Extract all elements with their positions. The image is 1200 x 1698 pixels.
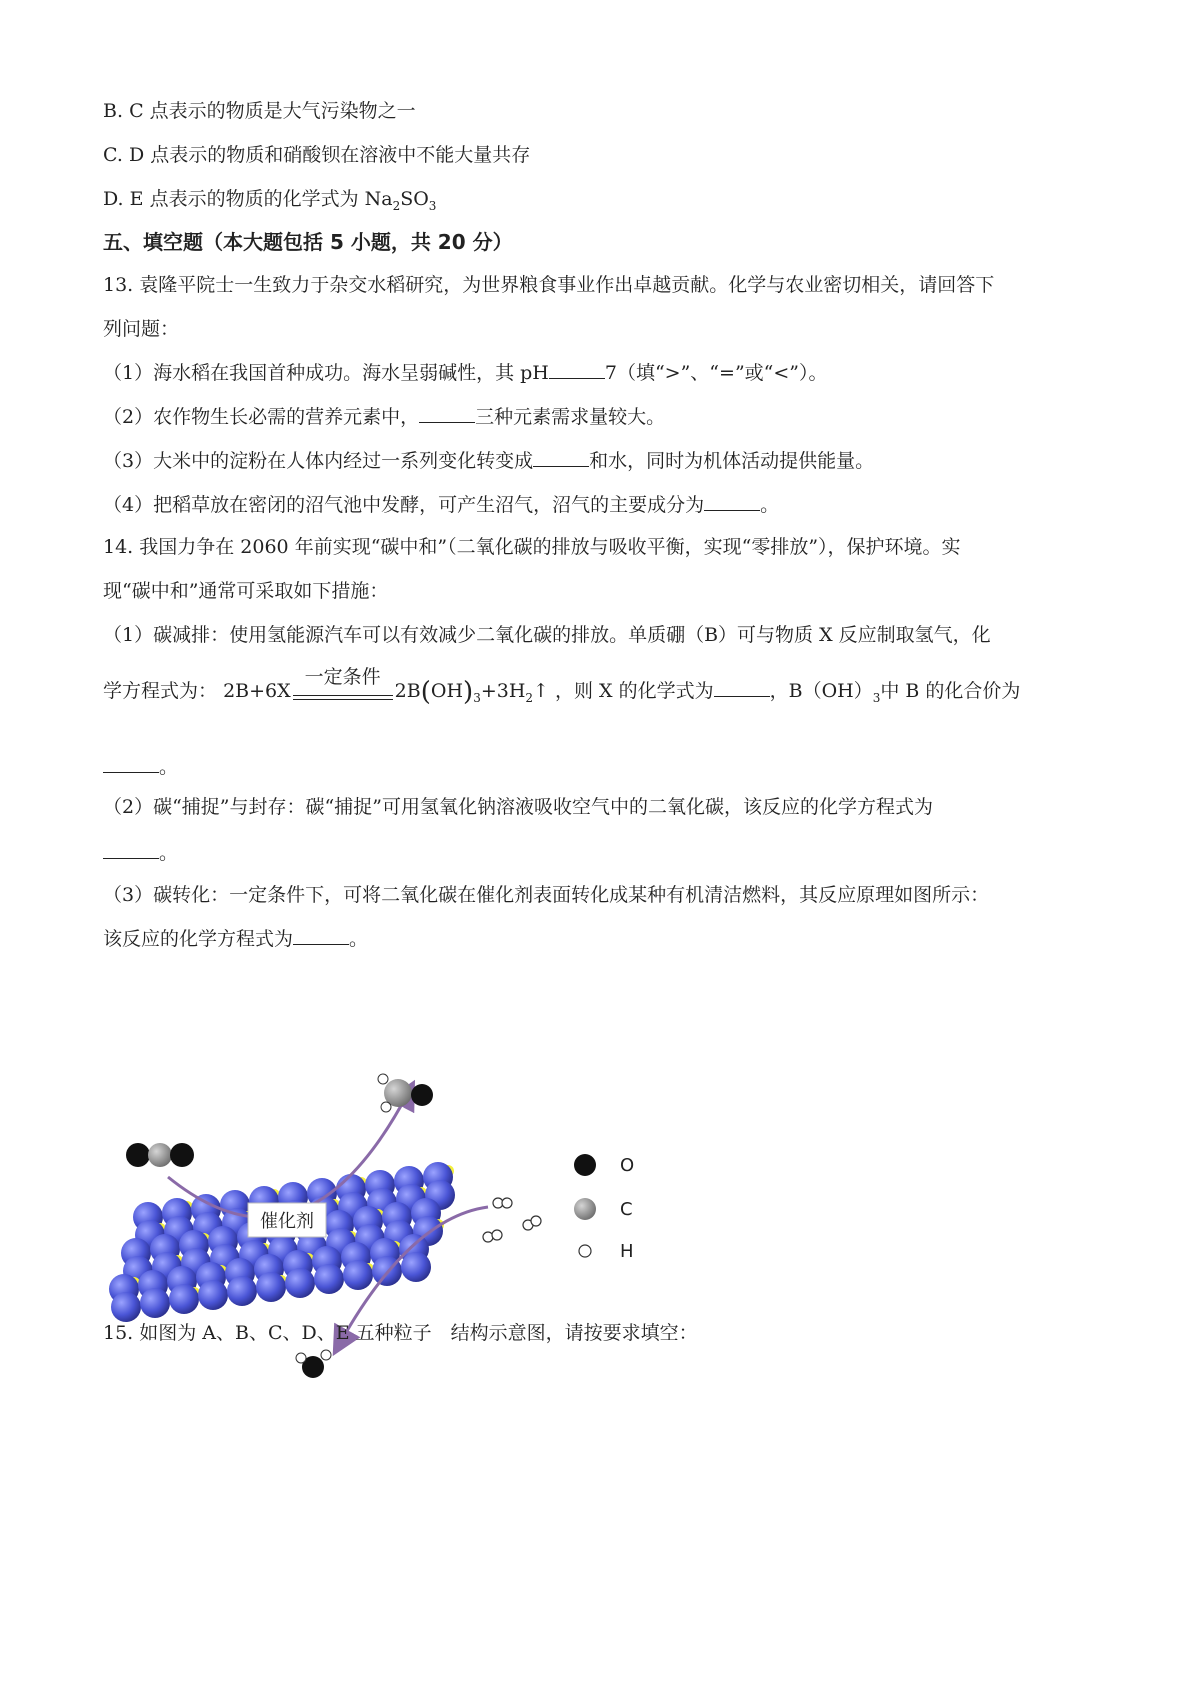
legend-h-label: H	[620, 1241, 634, 1262]
catalyst-atom	[140, 1288, 170, 1318]
legend-o-label: O	[620, 1155, 635, 1176]
q13-part1: （1）海水稻在我国首种成功。海水呈弱碱性，其 pH 7（填“>”、“=”或“<”）。	[103, 362, 828, 384]
catalyst-atom	[285, 1268, 315, 1298]
methanol-molecule	[378, 1074, 433, 1112]
option-d: D. E 点表示的物质的化学式为 $Na_2SO_3$	[103, 188, 437, 213]
answer-blank[interactable]	[103, 842, 159, 859]
q13-part2: （2）农作物生长必需的营养元素中， 三种元素需求量较大。	[103, 406, 666, 428]
legend-o-swatch	[574, 1154, 596, 1176]
catalyst-atom	[401, 1252, 431, 1282]
answer-blank[interactable]	[293, 928, 349, 945]
legend-c-swatch	[574, 1198, 596, 1220]
q14-stem-line1: 14. 我国力争在 2060 年前实现“碳中和”（二氧化碳的排放与吸收平衡，实现“零排放”），保护环境。实	[103, 536, 961, 558]
water-molecule	[296, 1350, 331, 1378]
section-heading: 五、填空题（本大题包括 5 小题，共 20 分）	[103, 230, 513, 254]
catalyst-atom	[169, 1284, 199, 1314]
answer-blank[interactable]	[714, 680, 770, 697]
co2-atom	[170, 1143, 194, 1167]
chemical-equation: 2B+6X 一定条件 $2B(OH)_3+3H_2↑$	[223, 666, 549, 707]
catalyst-label: 催化剂	[260, 1211, 314, 1232]
q14-part2-line1: （2）碳“捕捉”与封存：碳“捕捉”可用氢氧化钠溶液吸收空气中的二氧化碳，该反应的化学方程式为	[103, 796, 933, 818]
answer-blank[interactable]	[704, 494, 760, 511]
option-b: B. C 点表示的物质是大气污染物之一	[103, 100, 416, 122]
q14-stem-line2: 现“碳中和”通常可采取如下措施：	[103, 580, 389, 602]
legend-c-label: C	[620, 1199, 633, 1220]
answer-blank[interactable]	[549, 362, 605, 379]
catalyst-atom	[256, 1272, 286, 1302]
q14-part2-end: 。	[103, 838, 178, 865]
co2-atom	[148, 1143, 172, 1167]
gas-arrow-icon: ↑	[533, 680, 549, 702]
co2-molecule	[126, 1143, 194, 1167]
catalyst-atom	[343, 1260, 373, 1290]
q14-part3-line1: （3）碳转化：一定条件下，可将二氧化碳在催化剂表面转化成某种有机清洁燃料，其反应原理如图所示：	[103, 884, 990, 906]
q14-part1-line1: （1）碳减排：使用氢能源汽车可以有效减少二氧化碳的排放。单质硼（B）可与物质 X 反应制取氢气，化	[103, 624, 991, 646]
legend	[574, 1154, 634, 1262]
option-c: C. D 点表示的物质和硝酸钡在溶液中不能大量共存	[103, 144, 531, 166]
catalyst-atom	[314, 1264, 344, 1294]
answer-blank[interactable]	[533, 450, 589, 467]
answer-blank[interactable]	[419, 406, 475, 423]
catalyst-surface	[109, 1162, 455, 1322]
q14-part3-line2: 该反应的化学方程式为 。	[103, 928, 369, 950]
q13-stem-line1: 13. 袁隆平院士一生致力于杂交水稻研究，为世界粮食事业作出卓越贡献。化学与农业密切相关，请回答下	[103, 274, 995, 296]
catalyst-atom	[227, 1276, 257, 1306]
q14-part1-equation-line: 学方程式为： 2B+6X 一定条件 $2B(OH)_3+3H_2↑$ ，则 X 的化学式为 ，$B(OH)_3$中 B 的化合价为	[103, 666, 1021, 707]
catalyst-atom	[198, 1280, 228, 1310]
q13-part3: （3）大米中的淀粉在人体内经过一系列变化转变成 和水，同时为机体活动提供能量。	[103, 450, 875, 472]
answer-blank[interactable]	[103, 756, 159, 773]
q14-part1-end: 。	[103, 752, 178, 779]
h2-molecules	[483, 1198, 541, 1242]
q13-part4: （4）把稻草放在密闭的沼气池中发酵，可产生沼气，沼气的主要成分为 。	[103, 494, 780, 516]
q13-stem-line2: 列问题：	[103, 318, 180, 340]
co2-atom	[126, 1143, 150, 1167]
q15-stem: 15. 如图为 A、B、C、D、E 五种粒子 结构示意图，请按要求填空：	[103, 1322, 698, 1344]
legend-h-swatch	[579, 1245, 591, 1257]
condition-double-line: 一定条件	[293, 676, 393, 708]
catalyst-reaction-figure	[108, 1060, 708, 1400]
